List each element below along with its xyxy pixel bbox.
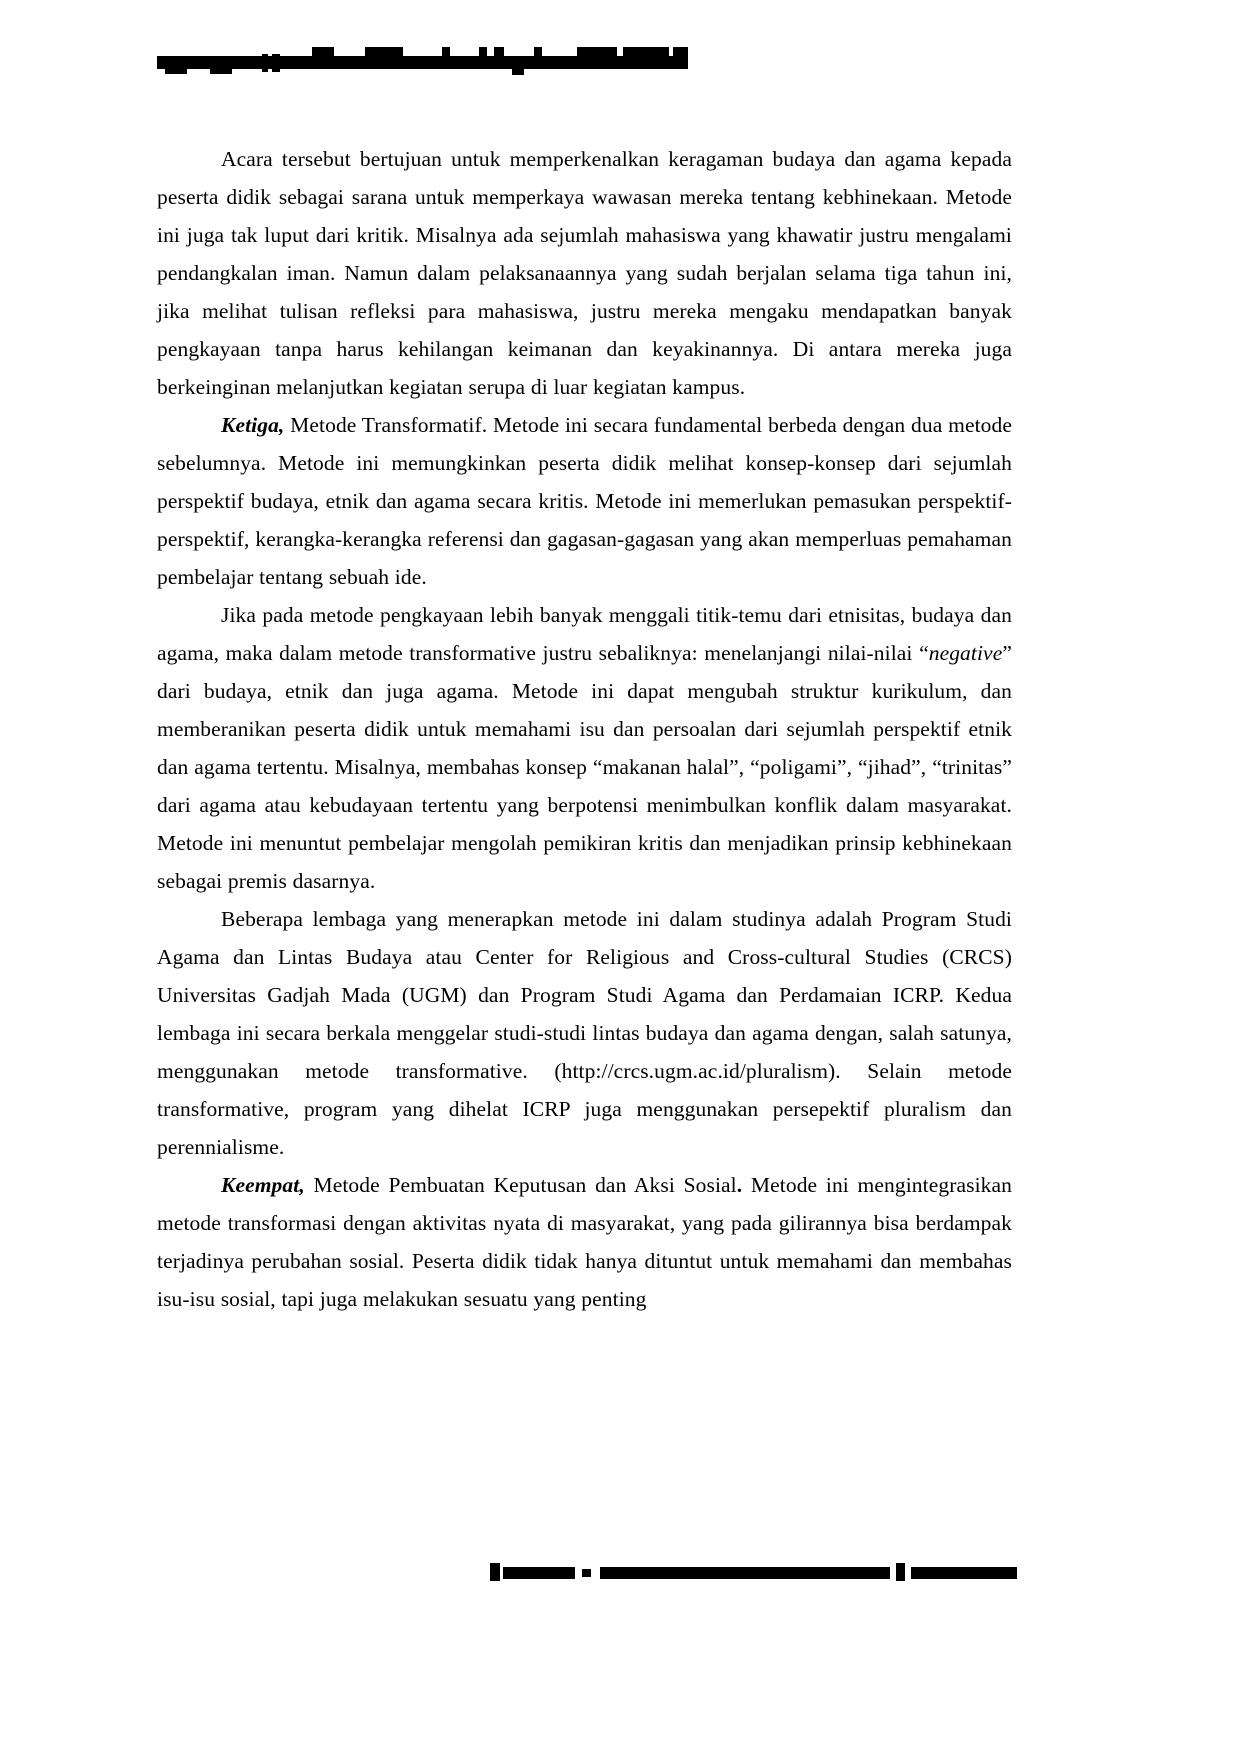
paragraph-5-period: . [736, 1173, 743, 1197]
paragraph-3 [157, 596, 1012, 900]
paragraph-4 [157, 900, 1012, 1166]
paragraph-5-lead-label: Keempat, [221, 1173, 305, 1197]
paragraph-1-text: Acara tersebut bertujuan untuk memperkenalkan keragaman budaya dan agama kepada peserta didik sebagai sarana untuk memperkaya wawasan mereka tentang kebhinekaan. Metode ini juga tak luput dari kritik. Misalnya ada sejumlah mahasiswa yang khawatir justru mengalami pendangkalan iman. Namun dalam pelaksanaannya yang sudah berjalan selama tiga tahun ini, jika melihat tulisan refleksi para mahasiswa, justru mereka mengaku mendapatkan banyak pengkayaan tanpa harus kehilangan keimanan dan keyakinannya. Di antara mereka juga berkeinginan melanjutkan kegiatan serupa di luar kegiatan kampus. [157, 147, 1012, 399]
paragraph-3-text-b: ” dari budaya, etnik dan juga agama. Metode ini dapat mengubah struktur kurikulum, dan memberanikan peserta didik untuk memahami isu dan persoalan dari sejumlah perspektif etnik dan agama tertentu. Misalnya, membahas konsep “makanan halal”, “poligami”, “jihad”, “trinitas” dari agama atau kebudayaan tertentu yang berpotensi menimbulkan konflik dalam masyarakat. Metode ini menuntut pembelajar mengolah pemikiran kritis dan menjadikan prinsip kebhinekaan sebagai premis dasarnya. [157, 641, 1012, 893]
paragraph-2 [157, 406, 1012, 596]
document-body [157, 140, 1012, 1318]
paragraph-2-lead-label: Ketiga, [221, 413, 285, 437]
paragraph-5-text-a: Metode Pembuatan Keputusan dan Aksi Sosial [304, 1173, 737, 1197]
paragraph-2-text: Metode Transformatif. Metode ini secara fundamental berbeda dengan dua metode sebelumnya. Metode ini memungkinkan peserta didik melihat konsep-konsep dari sejumlah perspektif budaya, etnik dan agama secara kritis. Metode ini memerlukan pemasukan perspektif-perspektif, kerangka-kerangka referensi dan gagasan-gagasan yang akan memperluas pemahaman pembelajar tentang sebuah ide. [157, 413, 1012, 589]
paragraph-4-text: Beberapa lembaga yang menerapkan metode ini dalam studinya adalah Program Studi Agama dan Lintas Budaya atau Center for Religious and Cross-cultural Studies (CRCS) Universitas Gadjah Mada (UGM) dan Program Studi Agama dan Perdamaian ICRP. Kedua lembaga ini secara berkala menggelar studi-studi lintas budaya dan agama dengan, salah satunya, menggunakan metode transformative. (http://crcs.ugm.ac.id/pluralism). Selain metode transformative, program yang dihelat ICRP juga menggunakan persepektif pluralism dan perennialisme. [157, 907, 1012, 1159]
paragraph-1 [157, 140, 1012, 406]
paragraph-5-text-b: Metode ini mengintegrasikan metode transformasi dengan aktivitas nyata di masyarakat, yang pada gilirannya bisa berdampak terjadinya perubahan sosial. Peserta didik tidak hanya dituntut untuk memahami dan membahas isu-isu sosial, tapi juga melakukan sesuatu yang penting [157, 1173, 1012, 1311]
redacted-footer-bar [490, 1561, 1017, 1583]
paragraph-3-text-a: Jika pada metode pengkayaan lebih banyak menggali titik-temu dari etnisitas, budaya dan agama, maka dalam metode transformative justru sebaliknya: menelanjangi nilai-nilai “ [157, 603, 1012, 665]
redacted-header-bar [157, 44, 688, 72]
paragraph-5 [157, 1166, 1012, 1318]
paragraph-3-emphasis-negative: negative [928, 641, 1003, 665]
